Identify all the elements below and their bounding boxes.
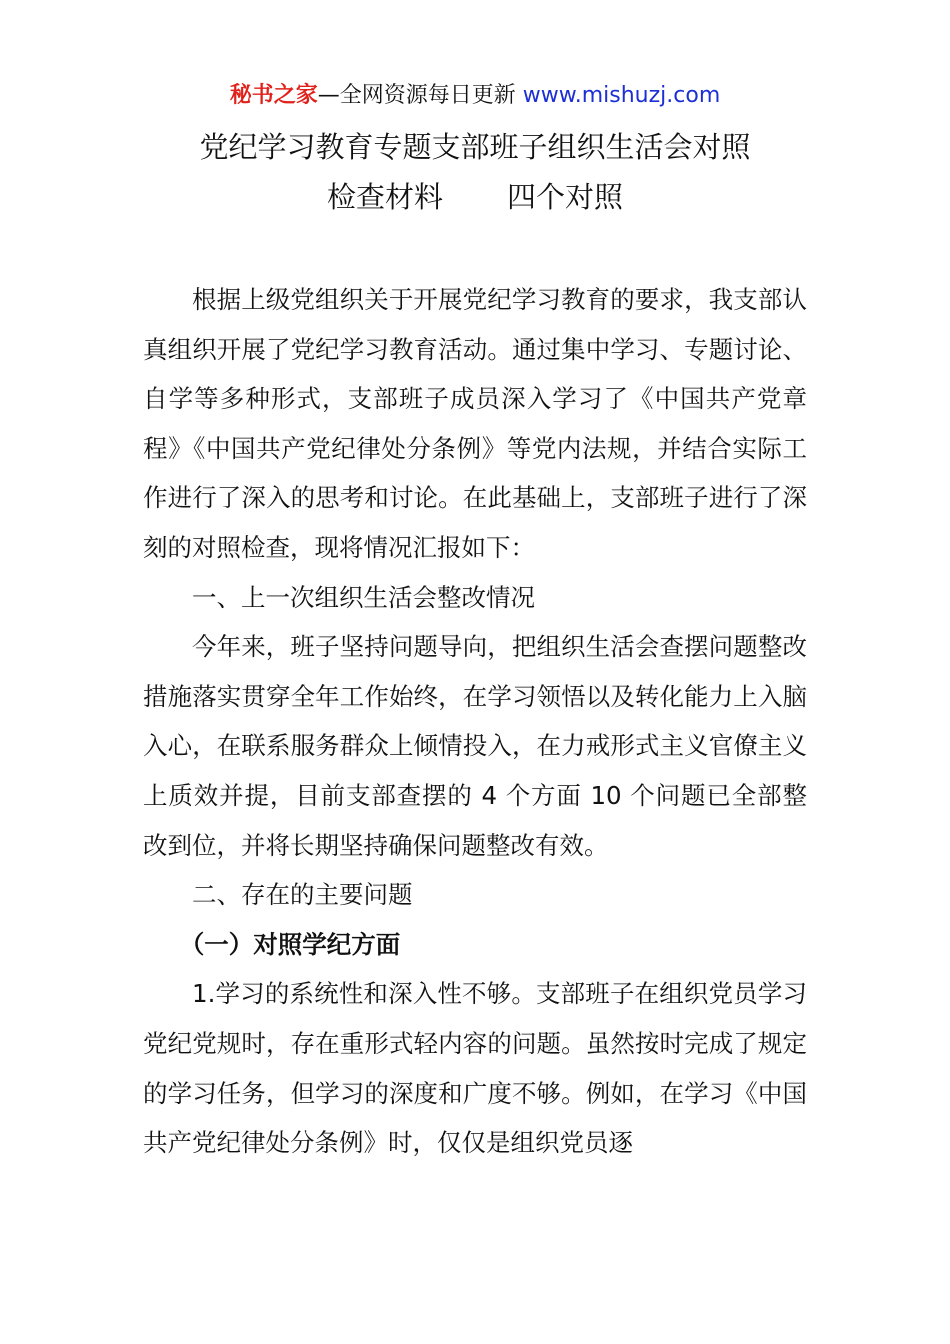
- brand-name: 秘书之家: [229, 83, 318, 108]
- document-body: [143, 275, 807, 1168]
- document-title-line-1: 党纪学习教育专题支部班子组织生活会对照: [199, 130, 751, 164]
- section-2-heading: 二、存在的主要问题: [192, 880, 413, 910]
- item-1-paragraph: 1.学习的系统性和深入性不够。支部班子在组织党员学习党纪党规时，存在重形式轻内容的问题。虽然按时完成了规定的学习任务，但学习的深度和广度不够。例如，在学习《中国共产党纪律处分条例》时，仅仅是组织党员逐: [143, 979, 807, 1158]
- document-title-part-b: 四个对照: [507, 180, 624, 214]
- document-title-part-a: 检查材料: [326, 180, 443, 214]
- intro-paragraph: 根据上级党组织关于开展党纪学习教育的要求，我支部认真组织开展了党纪学习教育活动。通过集中学习、专题讨论、自学等多种形式，支部班子成员深入学习了《中国共产党章程》《中国共产党纪律处分条例》等党内法规，并结合实际工作进行了深入的思考和讨论。在此基础上，支部班子进行了深刻的对照检查，现将情况汇报如下：: [143, 285, 807, 562]
- section-1-paragraph: 今年来，班子坚持问题导向，把组织生活会查摆问题整改措施落实贯穿全年工作始终，在学习领悟以及转化能力上入脑入心，在联系服务群众上倾情投入，在力戒形式主义官僚主义上质效并提，目前支部查摆的 4 个方面 10 个问题已全部整改到位，并将长期坚持确保问题整改有效。: [143, 632, 807, 860]
- section-1-heading: 一、上一次组织生活会整改情况: [192, 582, 535, 612]
- header-tagline: —全网资源每日更新: [317, 83, 516, 108]
- subsection-1-heading: （一）对照学纪方面: [179, 929, 401, 959]
- document-title-line-2: [0, 177, 950, 217]
- site-header: [0, 80, 950, 112]
- site-url-link[interactable]: www.mishuzj.com: [522, 83, 721, 108]
